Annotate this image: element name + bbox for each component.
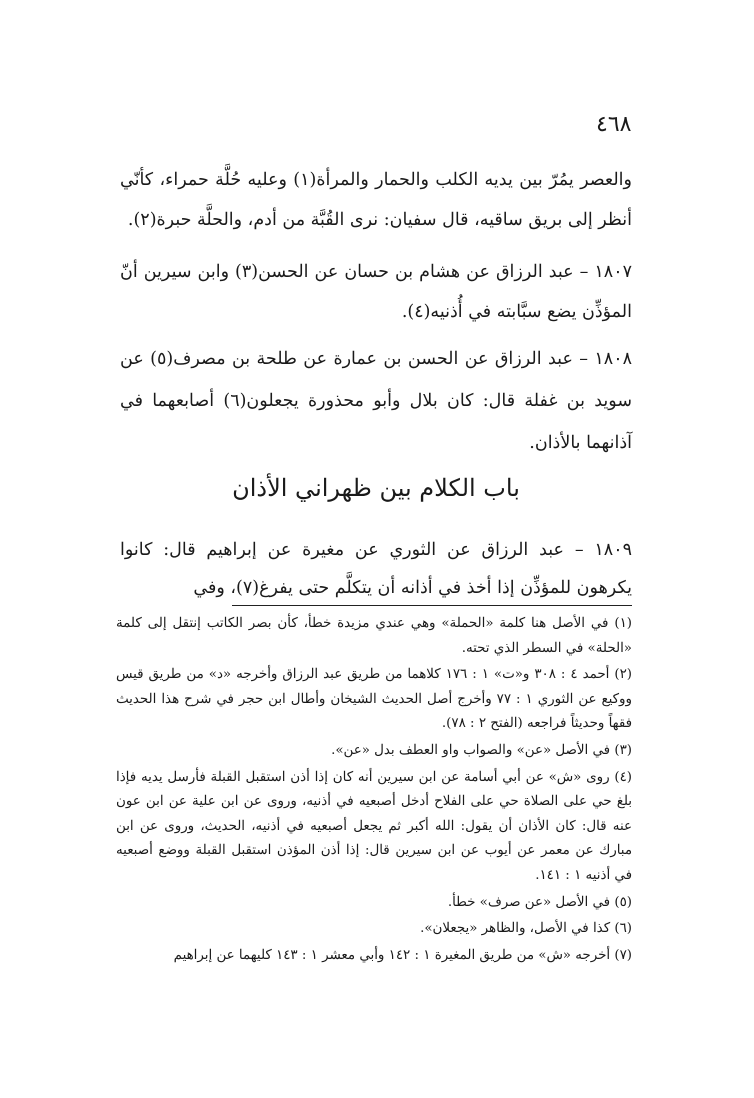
paragraph-1807 <box>120 252 632 332</box>
paragraph-continuation <box>120 160 632 240</box>
footnotes <box>116 612 632 970</box>
paragraph-text: والعصر يمُرّ بين يديه الكلب والحمار والمرأة(١) وعليه حُلَّة حمراء، كأنّي أنظر إلى بريق ساقيه، قال سفيان: نرى القُبَّة من أدم، والحلَّة حبرة(٢). <box>120 170 632 230</box>
paragraph-text: ١٨٠٩ – عبد الرزاق عن الثوري عن مغيرة عن إبراهيم قال: كانوا يكرهون للمؤذِّن إذا أخذ في أذانه أن يتكلَّم حتى يفرغ(٧)، وفي <box>120 540 632 598</box>
footnote: (٤) روى «ش» عن أبي أسامة عن ابن سيرين أنه كان إذا أذن استقبل القبلة فأرسل يديه فإذا بلغ حي على الصلاة حي على الفلاح أدخل أصبعيه في أذنيه، وروى عن ابن علية عن ابن عون عنه قال: كان الأذان أن يقول: الله أكبر ثم يجعل أصبعيه في أذنيه، الحديث، وروى عن ابن مبارك عن معمر عن أيوب عن ابن سيرين قال: إذا أذن المؤذن استقبل القبلة ووضع أصبعيه في أذنيه ١ : ١٤١. <box>116 769 632 883</box>
paragraph-1808 <box>120 338 632 464</box>
footnote: (٢) أحمد ٤ : ٣٠٨ و«ت» ١ : ١٧٦ كلاهما من طريق عبد الرزاق وأخرجه «د» من طريق قيس ووكيع عن الثوري ١ : ٧٧ وأخرج أصل الحديث الشيخان وأطال ابن حجر في شرح هذا الحديث فقهاً وحديثاً فراجعه (الفتح ٢ : ٧٨). <box>116 667 632 732</box>
footnote: (٧) أخرجه «ش» من طريق المغيرة ١ : ١٤٢ وأبي معشر ١ : ١٤٣ كليهما عن إبراهيم <box>173 947 632 963</box>
paragraph-1809 <box>120 531 632 607</box>
footnote: (٣) في الأصل «عن» والصواب واو العطف بدل «عن». <box>331 742 632 758</box>
paragraph-text: ١٨٠٨ – عبد الرزاق عن الحسن بن عمارة عن طلحة بن مصرف(٥) عن سويد بن غفلة قال: كان بلال وأبو محذورة يجعلون(٦) أصابعهما في آذانهما بالأذان. <box>120 349 633 453</box>
footnote: (٥) في الأصل «عن صرف» خطأ. <box>447 894 632 910</box>
page-number: ٤٦٨ <box>596 112 632 137</box>
footnote-divider <box>232 605 632 606</box>
section-heading: باب الكلام بين ظهراني الأذان <box>232 474 520 502</box>
paragraph-text: ١٨٠٧ – عبد الرزاق عن هشام بن حسان عن الحسن(٣) وابن سيرين أنّ المؤذِّن يضع سبَّابته في أُذنيه(٤). <box>120 262 632 322</box>
footnote: (٦) كذا في الأصل، والظاهر «يجعلان». <box>420 921 632 937</box>
footnote: (١) في الأصل هنا كلمة «الحملة» وهي عندي مزيدة خطأ، كأن بصر الكاتب إنتقل إلى كلمة «الحلة» في السطر الذي تحته. <box>116 616 632 656</box>
